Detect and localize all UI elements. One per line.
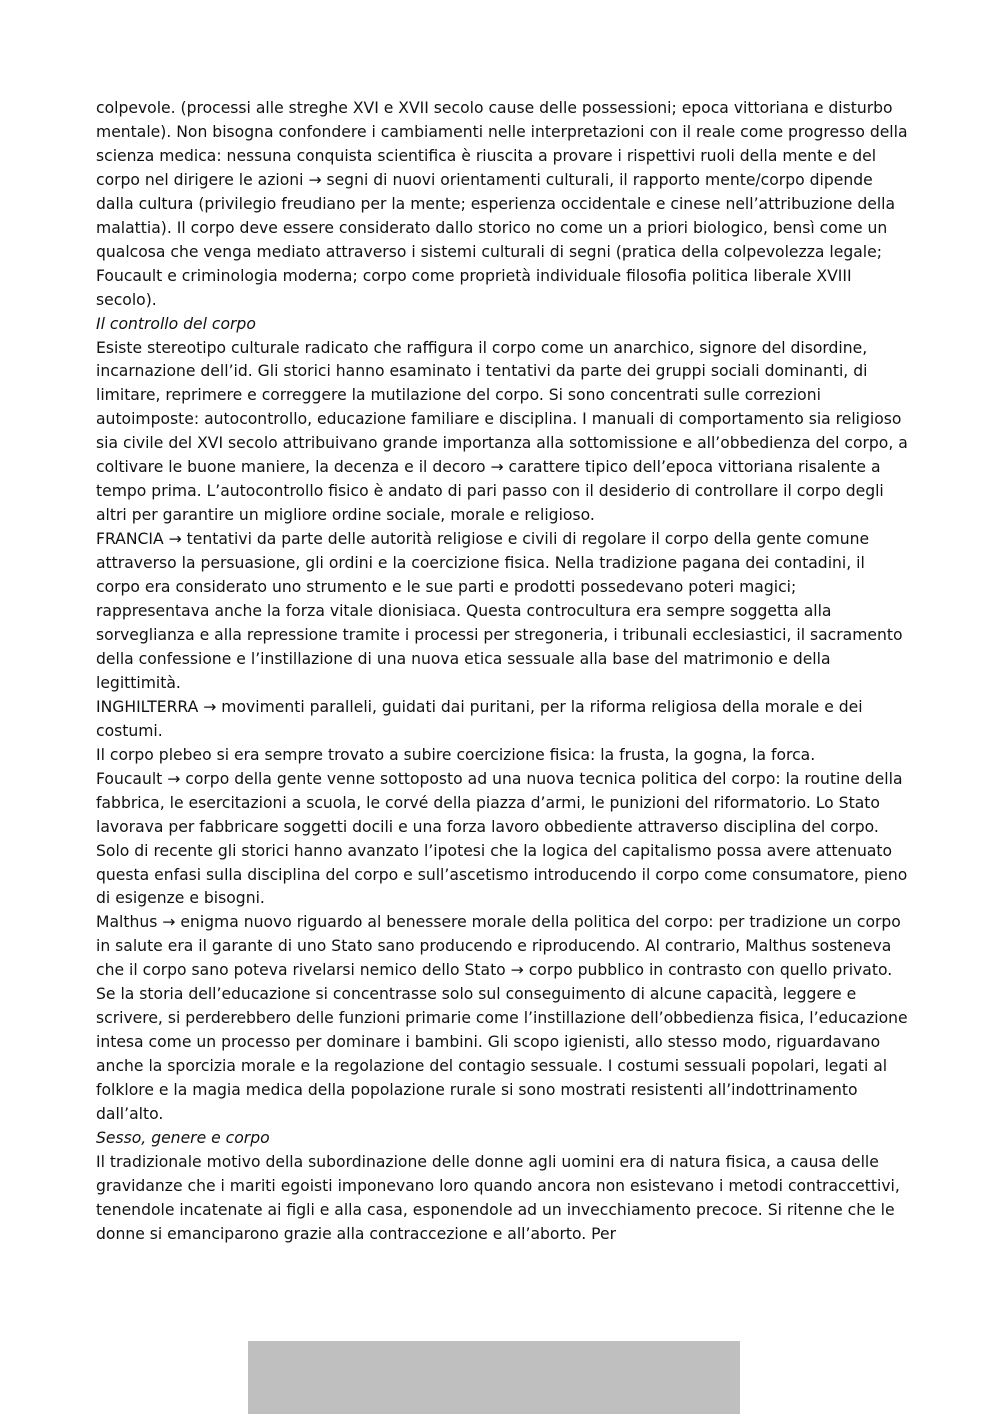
paragraph-sesso-genere: Il tradizionale motivo della subordinazione delle donne agli uomini era di natura fisica, a causa delle gravidanze che i mariti egoisti imponevano loro quando ancora non esistevano i metodi contraccettivi, tenendole incatenate ai figli e alla casa, esponendole ad un invecchiamento precoce. Si ritenne che le donne si emanciparono grazie alla contraccezione e all’aborto. Per: [96, 1152, 900, 1243]
section-heading-sesso-genere: Sesso, genere e corpo: [96, 1128, 270, 1147]
section-heading-controllo: Il controllo del corpo: [96, 314, 256, 333]
paragraph-francia: FRANCIA → tentativi da parte delle autorità religiose e civili di regolare il corpo della gente comune attraverso la persuasione, gli ordini e la coercizione fisica. Nella tradizione pagana dei contadini, il corpo era considerato uno strumento e le sue parti e prodotti possedevano poteri magici; rappresentava anche la forza vitale dionisiaca. Questa controcultura era sempre soggetta alla sorveglianza e alla repressione tramite i processi per stregoneria, i tribunali ecclesiastici, il sacramento della confessione e l’instillazione di una nuova etica sessuale alla base del matrimonio e della legittimità.: [96, 530, 903, 692]
paragraph-educazione: Se la storia dell’educazione si concentrasse solo sul conseguimento di alcune capacità, leggere e scrivere, si perderebbero delle funzioni primarie come l’instillazione dell’obbedienza fisica, l’educazione intesa come un processo per dominare i bambini. Gli scopo igienisti, allo stesso modo, riguardavano anche la sporcizia morale e la regolazione del contagio sessuale. I costumi sessuali popolari, legati al folklore e la magia medica della popolazione rurale si sono mostrati resistenti all’indottrinamento dall’alto.: [96, 985, 908, 1124]
paragraph-malthus: Malthus → enigma nuovo riguardo al benessere morale della politica del corpo: per tradizione un corpo in salute era il garante di uno Stato sano producendo e riproducendo. Al contrario, Malthus sosteneva che il corpo sano poteva rivelarsi nemico dello Stato → corpo pubblico in contrasto con quello privato.: [96, 913, 901, 980]
footer-placeholder-bar: [248, 1341, 740, 1414]
paragraph-foucault: Foucault → corpo della gente venne sottoposto ad una nuova tecnica politica del corpo: la routine della fabbrica, le esercitazioni a scuola, le corvé della piazza d’armi, le punizioni del riformatorio. Lo Stato lavorava per fabbricare soggetti docili e una forza lavoro obbediente attraverso disciplina del corpo. Solo di recente gli storici hanno avanzato l’ipotesi che la logica del capitalismo possa avere attenuato questa enfasi sulla disciplina del corpo e sull’ascetismo introducendo il corpo come consumatore, pieno di esigenze e bisogni.: [96, 769, 908, 908]
paragraph-inghilterra: INGHILTERRA → movimenti paralleli, guidati dai puritani, per la riforma religiosa della morale e dei costumi.: [96, 697, 863, 740]
paragraph-controllo: Esiste stereotipo culturale radicato che raffigura il corpo come un anarchico, signore del disordine, incarnazione dell’id. Gli storici hanno esaminato i tentativi da parte dei gruppi sociali dominanti, di limitare, reprimere e correggere la mutilazione del corpo. Si sono concentrati sulle correzioni autoimposte: autocontrollo, educazione familiare e disciplina. I manuali di comportamento sia religioso sia civile del XVI secolo attribuivano grande importanza alla sottomissione e all’obbedienza del corpo, a coltivare le buone maniere, la decenza e il decoro → carattere tipico dell’epoca vittoriana risalente a tempo prima. L’autocontrollo fisico è andato di pari passo con il desiderio di controllare il corpo degli altri per garantire un migliore ordine sociale, morale e religioso.: [96, 338, 908, 525]
paragraph-intro: colpevole. (processi alle streghe XVI e XVII secolo cause delle possessioni; epoca vittoriana e disturbo mentale). Non bisogna confondere i cambiamenti nelle interpretazioni con il reale come progresso della scienza medica: nessuna conquista scientifica è riuscita a provare i rispettivi ruoli della mente e del corpo nel dirigere le azioni → segni di nuovi orientamenti culturali, il rapporto mente/corpo dipende dalla cultura (privilegio freudiano per la mente; esperienza occidentale e cinese nell’attribuzione della malattia). Il corpo deve essere considerato dallo storico no come un a priori biologico, bensì come un qualcosa che venga mediato attraverso i sistemi culturali di segni (pratica della colpevolezza legale; Foucault e criminologia moderna; corpo come proprietà individuale filosofia politica liberale XVIII secolo).: [96, 99, 908, 309]
paragraph-corpo-plebeo: Il corpo plebeo si era sempre trovato a subire coercizione fisica: la frusta, la gogna, la forca.: [96, 745, 816, 764]
document-body: [96, 97, 908, 1247]
